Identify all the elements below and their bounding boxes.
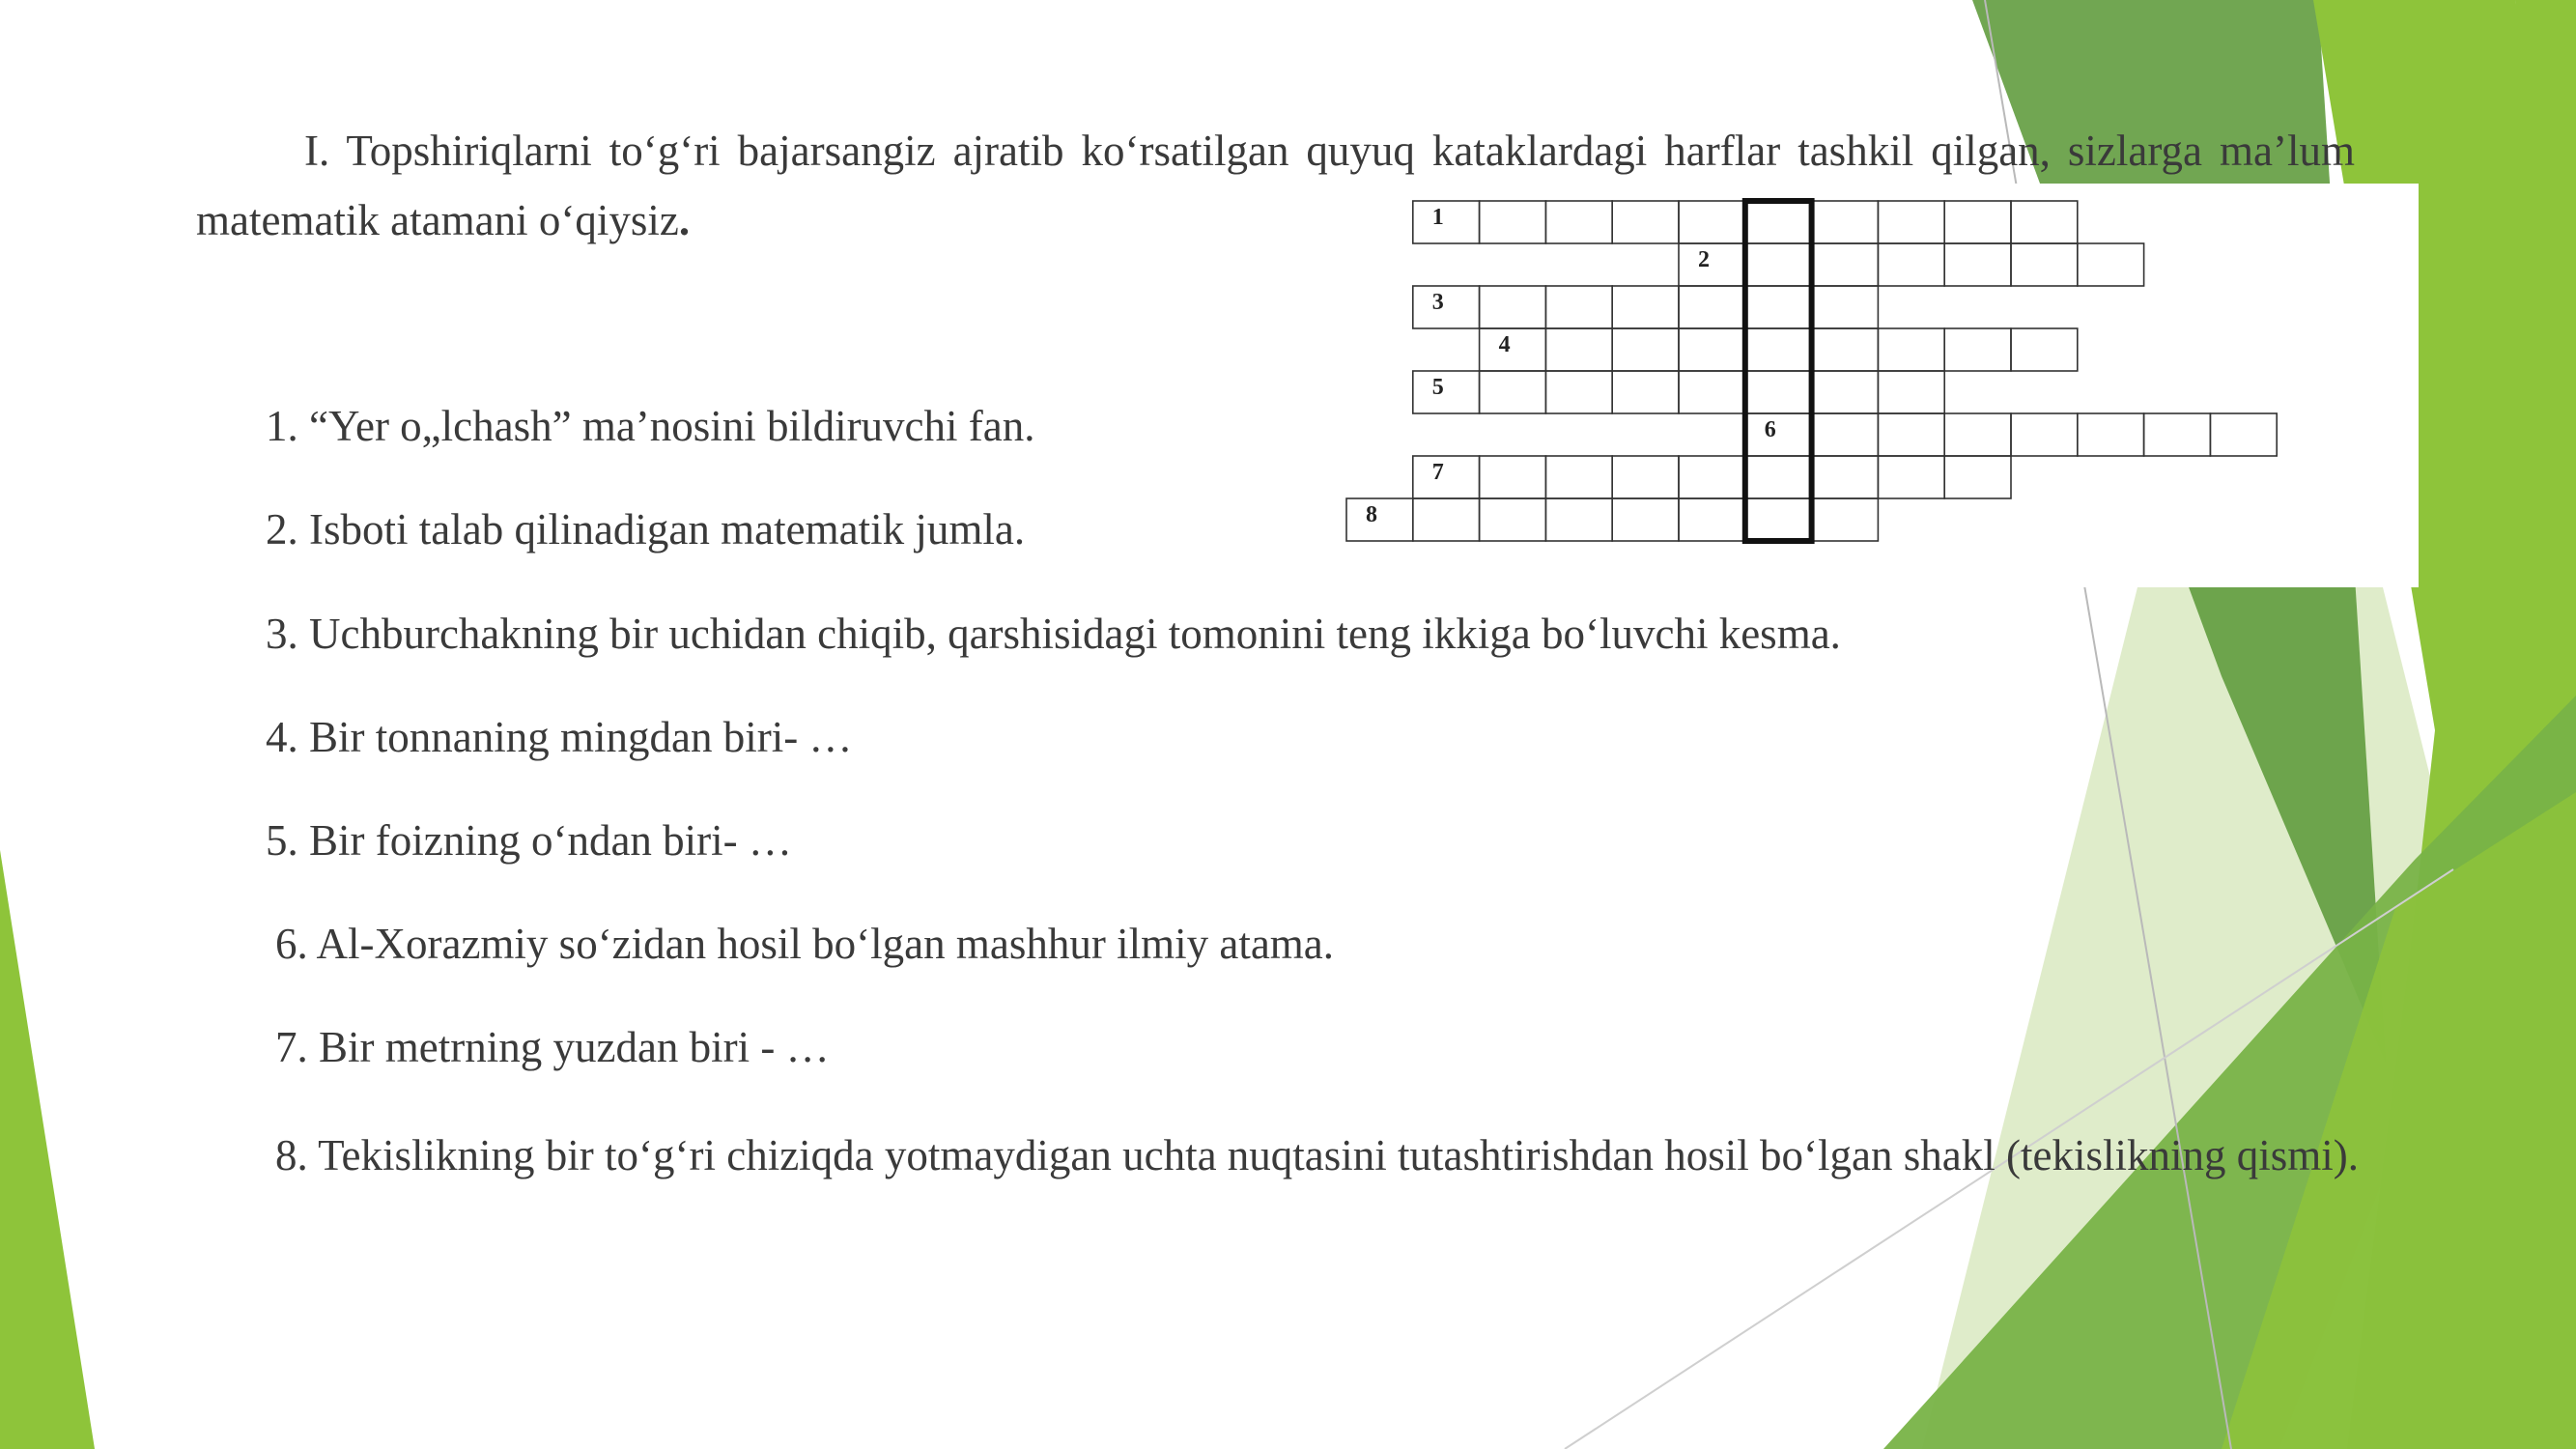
- crossword-cell[interactable]: [1944, 413, 2011, 456]
- crossword-key-cell[interactable]: [1745, 328, 1812, 371]
- crossword-row-3: [1413, 286, 1879, 328]
- crossword-cell[interactable]: [1413, 371, 1480, 413]
- crossword-cell[interactable]: [1878, 456, 1944, 498]
- crossword-row-5: [1413, 371, 1944, 413]
- crossword-cell[interactable]: [1944, 456, 2011, 498]
- crossword-cell[interactable]: [1612, 498, 1679, 541]
- crossword-cell[interactable]: [1812, 456, 1879, 498]
- crossword-key-cell[interactable]: [1745, 498, 1812, 541]
- crossword-number-1: 1: [1431, 205, 1444, 230]
- crossword-number-4: 4: [1498, 332, 1511, 357]
- crossword-row-8: [1346, 498, 1878, 541]
- crossword-cell[interactable]: [1480, 456, 1546, 498]
- question-1: 1. “Yer o„lchash” ma’nosini bildiruvchi fan.: [266, 402, 1035, 450]
- crossword-cell[interactable]: [1679, 371, 1745, 413]
- question-4: 4. Bir tonnaning mingdan biri- …: [266, 713, 853, 761]
- crossword-cell[interactable]: [1480, 286, 1546, 328]
- question-2: 2. Isboti talab qilinadigan matematik jumla.: [266, 505, 1026, 554]
- crossword-cell[interactable]: [1545, 456, 1612, 498]
- crossword-cell[interactable]: [1812, 371, 1879, 413]
- crossword-cell[interactable]: [2144, 413, 2211, 456]
- crossword-cell[interactable]: [1612, 286, 1679, 328]
- crossword-key-cell[interactable]: [1745, 413, 1812, 456]
- crossword-cell[interactable]: [1878, 371, 1944, 413]
- crossword-cell[interactable]: [1944, 328, 2011, 371]
- crossword-cell[interactable]: [1480, 371, 1546, 413]
- crossword-number-3: 3: [1431, 290, 1444, 315]
- crossword-row-4: [1480, 328, 2078, 371]
- crossword-number-2: 2: [1698, 247, 1710, 272]
- crossword-cell[interactable]: [1413, 456, 1480, 498]
- crossword-cell[interactable]: [1480, 498, 1546, 541]
- crossword-row-6: [1745, 413, 2277, 456]
- crossword-key-cell[interactable]: [1745, 286, 1812, 328]
- crossword-cell[interactable]: [1545, 328, 1612, 371]
- crossword-number-8: 8: [1366, 502, 1377, 527]
- crossword-cell[interactable]: [1612, 456, 1679, 498]
- crossword-cell[interactable]: [1679, 456, 1745, 498]
- crossword-cell[interactable]: [1545, 498, 1612, 541]
- crossword-number-5: 5: [1431, 375, 1444, 400]
- crossword-cell[interactable]: [2011, 413, 2078, 456]
- crossword-cell[interactable]: [2078, 413, 2144, 456]
- crossword-cell[interactable]: [1812, 328, 1879, 371]
- crossword-key-cell[interactable]: [1745, 371, 1812, 413]
- crossword-cell[interactable]: [1679, 328, 1745, 371]
- crossword-cell[interactable]: [1878, 413, 1944, 456]
- question-3: 3. Uchburchakning bir uchidan chiqib, qarshisidagi tomonini teng ikkiga bo‘luvchi kesma.: [266, 610, 1841, 658]
- question-6: 6. Al-Xorazmiy so‘zidan hosil bo‘lgan mashhur ilmiy atama.: [275, 920, 1335, 968]
- task-intro-text: I. Topshiriqlarni to‘g‘ri bajarsangiz ajratib ko‘rsatilgan quyuq kataklardagi harflar tashkil qilgan, sizlarga ma’lum matematik atamani o‘qiysiz: [196, 127, 2355, 244]
- crossword-cell[interactable]: [1612, 328, 1679, 371]
- crossword-cell[interactable]: [1812, 286, 1879, 328]
- question-8: 8. Tekislikning bir to‘g‘ri chiziqda yotmaydigan uchta nuqtasini tutashtirishdan hosil bo‘lgan shakl (tekislikning qismi).: [275, 1131, 2359, 1179]
- left-green-sliver: [0, 850, 95, 1449]
- crossword-cell[interactable]: [1679, 498, 1745, 541]
- task-intro-end: .: [678, 196, 691, 244]
- crossword-cell[interactable]: [1413, 498, 1480, 541]
- crossword-cell[interactable]: [2210, 413, 2277, 456]
- task-intro: [196, 116, 2355, 255]
- crossword-cell[interactable]: [1545, 371, 1612, 413]
- crossword-cell[interactable]: [1480, 328, 1546, 371]
- question-7: 7. Bir metrning yuzdan biri - …: [275, 1023, 830, 1071]
- crossword-number-7: 7: [1431, 460, 1444, 485]
- crossword-cell[interactable]: [1679, 286, 1745, 328]
- crossword-cell[interactable]: [1545, 286, 1612, 328]
- crossword-row-7: [1413, 456, 2011, 498]
- crossword-cell[interactable]: [2011, 328, 2078, 371]
- crossword-cell[interactable]: [1812, 413, 1879, 456]
- crossword-cell[interactable]: [1413, 286, 1480, 328]
- crossword-key-cell[interactable]: [1745, 456, 1812, 498]
- crossword-number-6: 6: [1764, 417, 1776, 442]
- crossword-cell[interactable]: [1346, 498, 1413, 541]
- question-5: 5. Bir foizning o‘ndan biri- …: [266, 816, 792, 865]
- crossword-cell[interactable]: [1612, 371, 1679, 413]
- crossword-cell[interactable]: [1812, 498, 1879, 541]
- crossword-cell[interactable]: [1878, 328, 1944, 371]
